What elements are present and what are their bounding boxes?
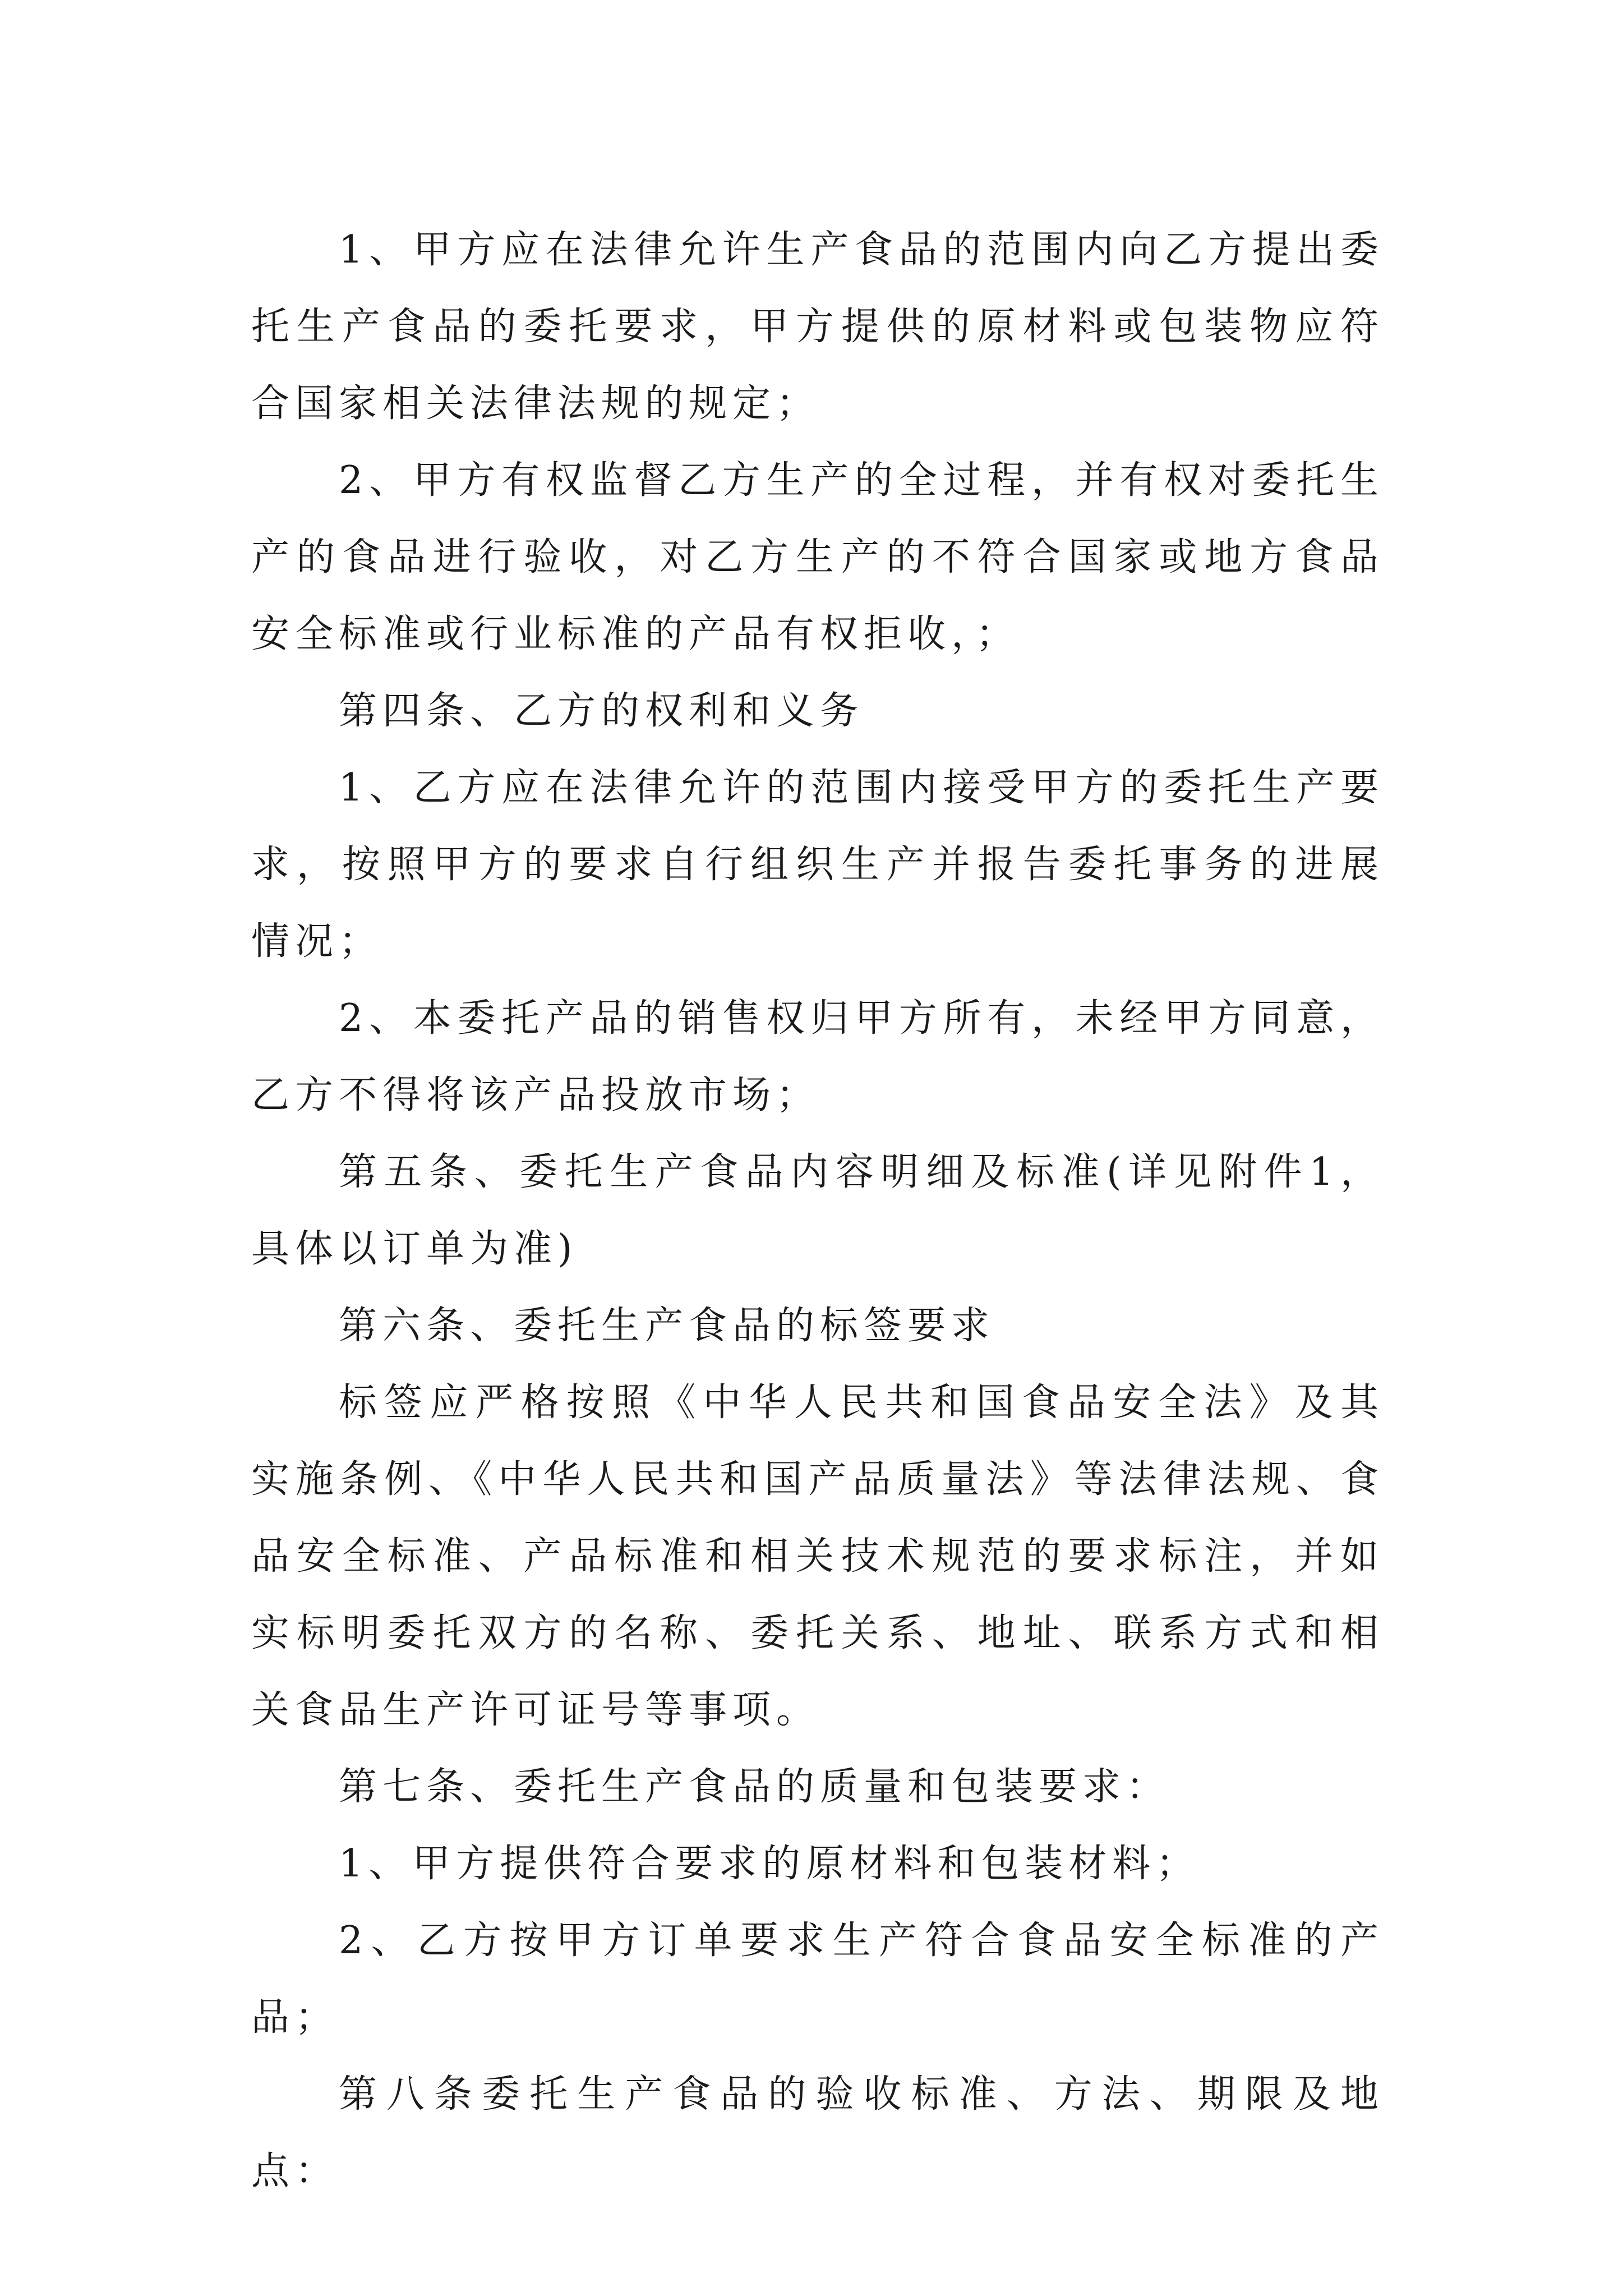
heading-clause-6: 第六条、委托生产食品的标签要求	[339, 1304, 995, 1348]
document-body	[251, 211, 1384, 2210]
paragraph-clause-7-item-1: 1、甲方提供符合要求的原材料和包装材料；	[339, 1842, 1200, 1886]
paragraph-clause-4-item-1: 1、乙方应在法律允许的范围内接受甲方的委托生产要求，按照甲方的要求自行组织生产并报告委托事务的进展情况；	[251, 766, 1384, 964]
paragraph-clause-7-item-2: 2、乙方按甲方订单要求生产符合食品安全标准的产品；	[251, 1918, 1384, 2040]
heading-clause-5: 第五条、委托生产食品内容明细及标准(详见附件1，具体以订单为准)	[251, 1150, 1384, 1271]
paragraph-clause-3-item-1: 1、甲方应在法律允许生产食品的范围内向乙方提出委托生产食品的委托要求，甲方提供的原材料或包装物应符合国家相关法律法规的规定；	[251, 228, 1384, 426]
heading-clause-4: 第四条、乙方的权利和义务	[339, 689, 864, 733]
heading-clause-7: 第七条、委托生产食品的质量和包装要求：	[339, 1765, 1170, 1809]
paragraph-clause-4-item-2: 2、本委托产品的销售权归甲方所有，未经甲方同意，乙方不得将该产品投放市场；	[251, 996, 1384, 1117]
paragraph-clause-3-item-2: 2、甲方有权监督乙方生产的全过程，并有权对委托生产的食品进行验收，对乙方生产的不符合国家或地方食品安全标准或行业标准的产品有权拒收，；	[251, 458, 1384, 656]
heading-clause-8: 第八条委托生产食品的验收标准、方法、期限及地点：	[251, 2072, 1384, 2193]
paragraph-clause-6-body: 标签应严格按照《中华人民共和国食品安全法》及其实施条例、《中华人民共和国产品质量法》等法律法规、食品安全标准、产品标准和相关技术规范的要求标注，并如实标明委托双方的名称、委托关系、地址、联系方式和相关食品生产许可证号等事项。	[251, 1381, 1384, 1732]
